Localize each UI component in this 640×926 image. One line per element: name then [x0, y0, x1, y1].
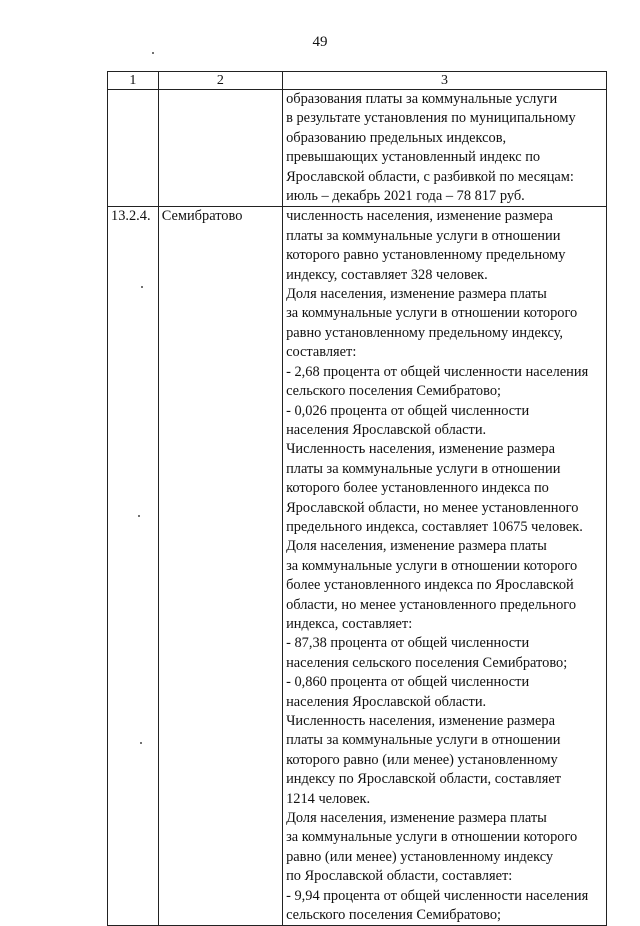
row-text-line: платы за коммунальные услуги в отношении — [286, 227, 561, 244]
page-number: 49 — [312, 34, 328, 50]
row-text-line: за коммунальные услуги в отношении которого — [286, 305, 578, 322]
row-text-line: более установленного индекса по Ярославской — [286, 577, 574, 594]
continuation-row — [108, 90, 607, 207]
continuation-text-line: Ярославской области, с разбивкой по месяцам: — [286, 168, 574, 185]
continuation-text-line: июль – декабрь 2021 года – 78 817 руб. — [286, 188, 525, 205]
row-text-line: - 2,68 процента от общей численности населения — [286, 363, 589, 380]
scan-speck — [152, 52, 154, 54]
row-text-line: - 0,026 процента от общей численности — [286, 402, 530, 419]
row-text-line: равно (или менее) установленному индексу — [286, 848, 554, 865]
row-text-line: - 0,860 процента от общей численности — [286, 674, 530, 691]
row-text-line: населения Ярославской области. — [286, 693, 487, 710]
row-text-line: индекса, составляет: — [286, 615, 413, 632]
row-text-line: платы за коммунальные услуги в отношении — [286, 732, 561, 749]
row-text-line: численность населения, изменение размера — [286, 208, 553, 225]
header-col-2: 2 — [158, 72, 282, 90]
row-text-line: Доля населения, изменение размера платы — [286, 810, 547, 827]
row-text-line: которого равно установленному предельному — [286, 247, 566, 264]
row-text-line: за коммунальные услуги в отношении которого — [286, 557, 578, 574]
row-text-line: сельского поселения Семибратово; — [286, 383, 502, 400]
row-text-line: которого более установленного индекса по — [286, 480, 549, 497]
row-text-line: за коммунальные услуги в отношении которого — [286, 829, 578, 846]
table-header-row — [108, 72, 607, 90]
continuation-number-cell — [108, 90, 159, 207]
row-number: 13.2.4. — [108, 207, 159, 926]
row-text-line: Доля населения, изменение размера платы — [286, 286, 547, 303]
data-table — [107, 71, 607, 926]
row-text-line: составляет: — [286, 344, 357, 361]
continuation-text-cell — [283, 90, 607, 207]
continuation-text-line: в результате установления по муниципальному — [286, 110, 576, 127]
continuation-name-cell — [158, 90, 282, 207]
header-col-1: 1 — [108, 72, 159, 90]
row-text-line: по Ярославской области, составляет: — [286, 868, 513, 885]
row-text-line: платы за коммунальные услуги в отношении — [286, 460, 561, 477]
row-text-line: Численность населения, изменение размера — [286, 441, 555, 458]
row-text-line: 1214 человек. — [286, 790, 371, 807]
row-text-line: Численность населения, изменение размера — [286, 713, 555, 729]
continuation-text-line: образованию предельных индексов, — [286, 129, 507, 146]
table-row — [108, 207, 607, 926]
continuation-text-line: образования платы за коммунальные услуги — [286, 91, 558, 107]
row-text-line: индексу по Ярославской области, составляет — [286, 771, 562, 788]
row-text-line: Ярославской области, но менее установленного — [286, 499, 579, 516]
row-name: Семибратово — [158, 207, 282, 926]
row-text-line: которого равно (или менее) установленному — [286, 751, 558, 768]
row-text-line: населения Ярославской области. — [286, 421, 487, 438]
row-text-line: - 9,94 процента от общей численности населения — [286, 887, 589, 904]
row-text-line: предельного индекса, составляет 10675 человек. — [286, 518, 583, 535]
row-text-line: равно установленному предельному индексу, — [286, 324, 564, 341]
row-text-line: сельского поселения Семибратово; — [286, 907, 502, 924]
row-text-line: населения сельского поселения Семибратово; — [286, 654, 568, 671]
row-text-line: - 87,38 процента от общей численности — [286, 635, 530, 652]
row-text-line: Доля населения, изменение размера платы — [286, 538, 547, 555]
row-text-cell — [283, 207, 607, 926]
header-col-3: 3 — [283, 72, 607, 90]
row-text-line: области, но менее установленного предельного — [286, 596, 577, 613]
continuation-text-line: превышающих установленный индекс по — [286, 149, 541, 166]
row-text-line: индексу, составляет 328 человек. — [286, 266, 488, 283]
